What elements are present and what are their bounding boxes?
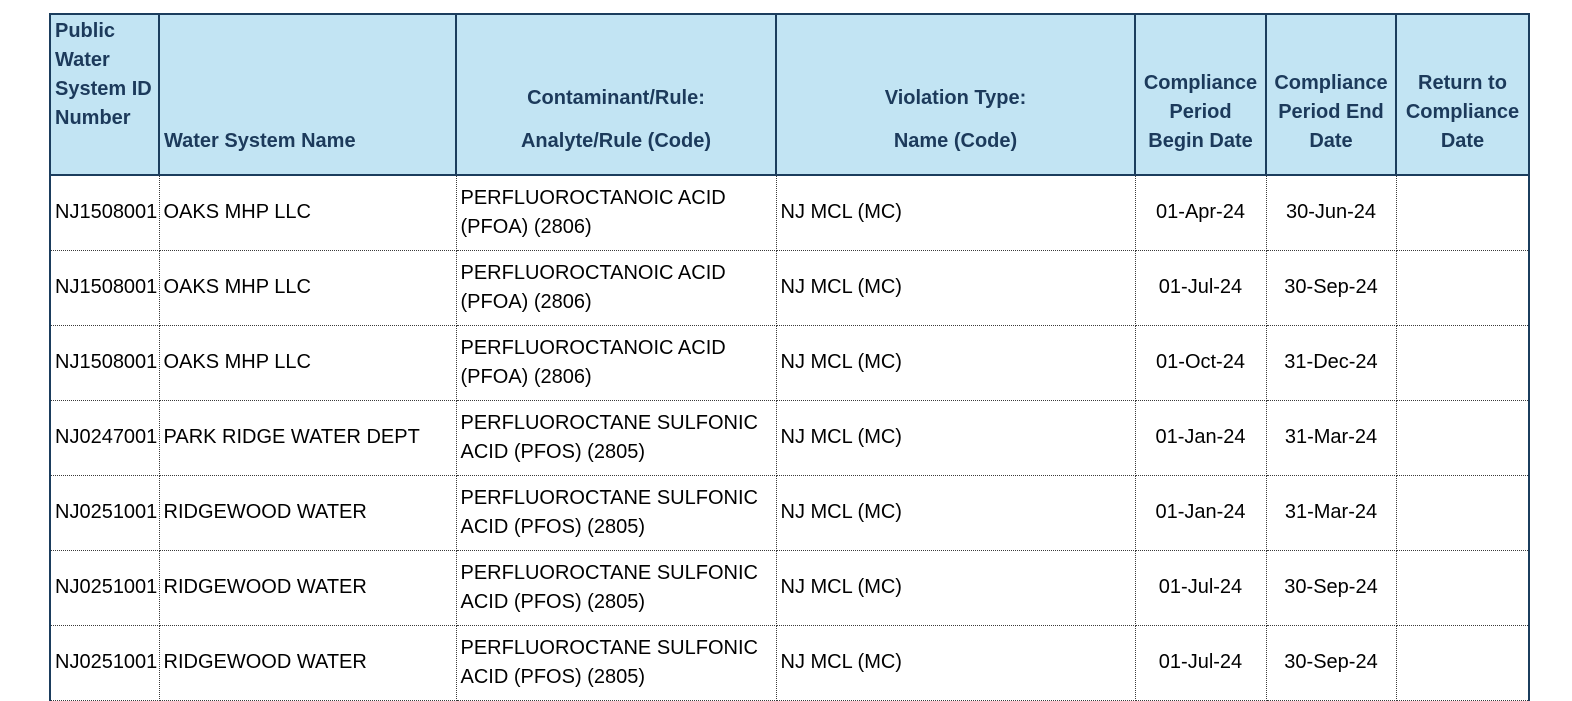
cell-violation-type: NJ MCL (MC) [776,250,1135,325]
table-row [50,250,1529,325]
cell-violation-type: NJ MCL (MC) [776,475,1135,550]
cell-contaminant: PERFLUOROCTANE SULFONIC ACID (PFOS) (2805) [456,400,776,475]
cell-pwsid: NJ0251001 [50,625,159,700]
cell-pwsid: NJ1508001 [50,325,159,400]
cell-violation-type: NJ MCL (MC) [776,175,1135,250]
table-row [50,550,1529,625]
cell-contaminant: PERFLUOROCTANOIC ACID (PFOA) (2806) [456,250,776,325]
table-row [50,400,1529,475]
cell-begin-date: 01-Oct-24 [1135,325,1266,400]
cell-begin-date: 01-Jul-24 [1135,625,1266,700]
cell-water-system-name: OAKS MHP LLC [159,175,456,250]
header-water-system-name: Water System Name [159,14,456,175]
table-row [50,625,1529,700]
cell-return-date [1396,475,1529,550]
violations-table [49,13,1530,701]
cell-return-date [1396,400,1529,475]
cell-end-date: 30-Sep-24 [1266,550,1396,625]
table-header [50,14,1529,175]
cell-water-system-name: RIDGEWOOD WATER [159,550,456,625]
table-body [50,175,1529,700]
cell-pwsid: NJ1508001 [50,175,159,250]
cell-contaminant: PERFLUOROCTANE SULFONIC ACID (PFOS) (2805) [456,625,776,700]
cell-water-system-name: PARK RIDGE WATER DEPT [159,400,456,475]
header-end-date: Compliance Period End Date [1266,14,1396,175]
cell-end-date: 31-Mar-24 [1266,475,1396,550]
cell-pwsid: NJ0251001 [50,550,159,625]
cell-return-date [1396,625,1529,700]
header-violation-type [776,14,1135,175]
cell-return-date [1396,550,1529,625]
cell-end-date: 30-Sep-24 [1266,625,1396,700]
cell-pwsid: NJ1508001 [50,250,159,325]
cell-water-system-name: OAKS MHP LLC [159,250,456,325]
header-begin-date: Compliance Period Begin Date [1135,14,1266,175]
cell-contaminant: PERFLUOROCTANOIC ACID (PFOA) (2806) [456,175,776,250]
cell-water-system-name: RIDGEWOOD WATER [159,475,456,550]
header-contaminant-line2: Analyte/Rule (Code) [520,130,712,152]
cell-return-date [1396,325,1529,400]
cell-violation-type: NJ MCL (MC) [776,625,1135,700]
cell-return-date [1396,175,1529,250]
cell-begin-date: 01-Jan-24 [1135,475,1266,550]
table-row [50,325,1529,400]
cell-begin-date: 01-Jan-24 [1135,400,1266,475]
cell-contaminant: PERFLUOROCTANE SULFONIC ACID (PFOS) (2805) [456,550,776,625]
cell-water-system-name: OAKS MHP LLC [159,325,456,400]
header-pwsid: Public Water System ID Number [50,14,159,175]
cell-water-system-name: RIDGEWOOD WATER [159,625,456,700]
header-violation-line2: Name (Code) [893,130,1018,152]
cell-violation-type: NJ MCL (MC) [776,400,1135,475]
cell-contaminant: PERFLUOROCTANE SULFONIC ACID (PFOS) (2805) [456,475,776,550]
cell-begin-date: 01-Jul-24 [1135,550,1266,625]
cell-begin-date: 01-Jul-24 [1135,250,1266,325]
header-violation-line1: Violation Type: [884,87,1027,109]
header-return-date: Return to Compliance Date [1396,14,1529,175]
cell-return-date [1396,250,1529,325]
table-row [50,475,1529,550]
cell-violation-type: NJ MCL (MC) [776,550,1135,625]
cell-end-date: 30-Jun-24 [1266,175,1396,250]
header-contaminant [456,14,776,175]
cell-pwsid: NJ0247001 [50,400,159,475]
cell-violation-type: NJ MCL (MC) [776,325,1135,400]
header-contaminant-line1: Contaminant/Rule: [527,87,705,109]
cell-end-date: 31-Mar-24 [1266,400,1396,475]
table-row [50,175,1529,250]
cell-begin-date: 01-Apr-24 [1135,175,1266,250]
cell-contaminant: PERFLUOROCTANOIC ACID (PFOA) (2806) [456,325,776,400]
cell-end-date: 31-Dec-24 [1266,325,1396,400]
cell-pwsid: NJ0251001 [50,475,159,550]
cell-end-date: 30-Sep-24 [1266,250,1396,325]
